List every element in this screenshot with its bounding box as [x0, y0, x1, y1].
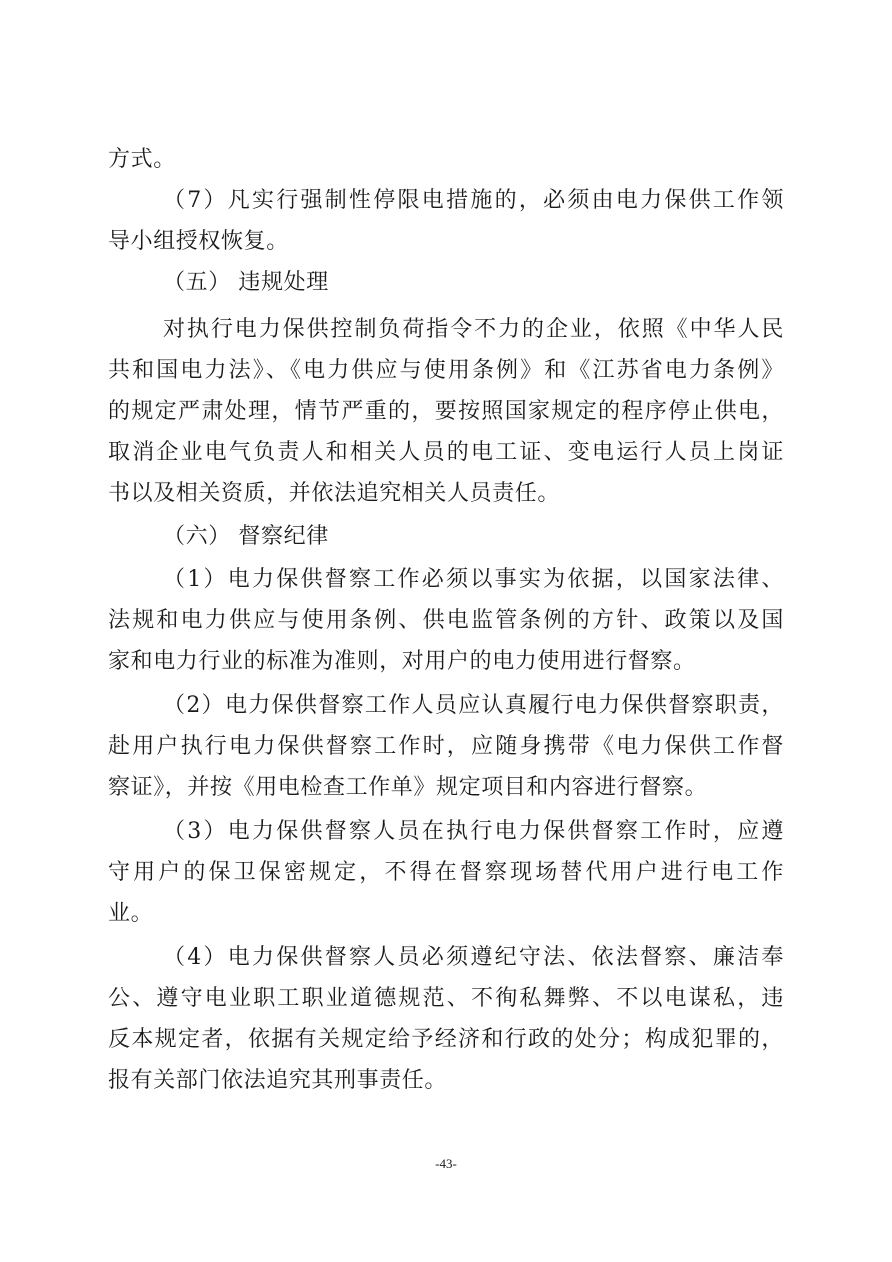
- text-line: （3）电力保供督察人员在执行电力保供督察工作时，应遵: [163, 819, 784, 844]
- section-heading: （五） 违规处理: [163, 270, 329, 295]
- text-line: 的规定严肃处理，情节严重的，要按照国家规定的程序停止供电，: [108, 399, 784, 424]
- text-line: （4）电力保供督察人员必须遵纪守法、依法督察、廉洁奉: [163, 945, 784, 970]
- text-line: 导小组授权恢复。: [108, 229, 289, 254]
- text-line: 取消企业电气负责人和相关人员的电工证、变电运行人员上岗证: [108, 440, 784, 465]
- section-heading: （六） 督察纪律: [163, 524, 329, 549]
- text-line: 方式。: [108, 147, 176, 172]
- text-line: 赴用户执行电力保供督察工作时，应随身携带《电力保供工作督: [108, 734, 784, 759]
- text-line: 公、遵守电业职工职业道德规范、不徇私舞弊、不以电谋私，违: [108, 986, 784, 1011]
- text-line: 家和电力行业的标准为准则，对用户的电力使用进行督察。: [108, 649, 696, 674]
- text-line: 对执行电力保供控制负荷指令不力的企业，依照《中华人民: [163, 317, 784, 342]
- text-line: 法规和电力供应与使用条例、供电监管条例的方针、政策以及国: [108, 608, 784, 633]
- text-line: （2）电力保供督察工作人员应认真履行电力保供督察职责，: [163, 693, 784, 718]
- text-line: 共和国电力法》、《电力供应与使用条例》和《江苏省电力条例》: [108, 358, 784, 383]
- text-line: （7）凡实行强制性停限电措施的，必须由电力保供工作领: [163, 188, 784, 213]
- text-line: 守用户的保卫保密规定，不得在督察现场替代用户进行电工作: [108, 860, 784, 885]
- text-line: 反本规定者，依据有关规定给予经济和行政的处分；构成犯罪的，: [108, 1027, 784, 1052]
- text-line: 书以及相关资质，并依法追究相关人员责任。: [108, 481, 561, 506]
- text-line: （1）电力保供督察工作必须以事实为依据，以国家法律、: [163, 567, 784, 592]
- text-line: 报有关部门依法追究其刑事责任。: [108, 1068, 448, 1093]
- text-line: 业。: [108, 901, 154, 926]
- text-line: 察证》，并按《用电检查工作单》规定项目和内容进行督察。: [108, 775, 708, 800]
- page-number: -43-: [435, 1156, 457, 1171]
